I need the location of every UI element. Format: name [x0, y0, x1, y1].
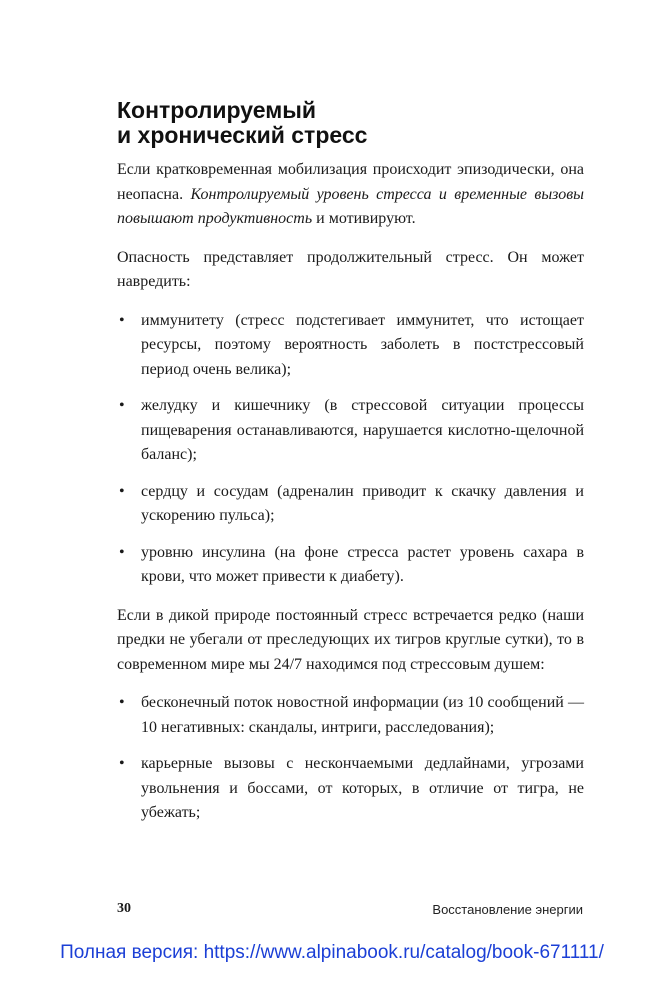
list-item-text: желудку и кишечнику (в стрессовой ситуации процессы пищеварения останавливаются, нарушается кислотно-щелочной баланс);	[141, 397, 584, 463]
list-item	[117, 752, 584, 826]
list-item-text: иммунитету (стресс подстегивает иммунитет, что истощает ресурсы, поэтому вероятность заболеть в постстрессовый период очень велика);	[141, 311, 584, 378]
bullet-icon: •	[119, 543, 125, 561]
page-number: 30	[117, 901, 131, 916]
heading-line-1: Контролируемый	[117, 97, 317, 123]
list-item-text: сердцу и сосудам (адреналин приводит к скачку давления и ускорению пульса);	[141, 482, 584, 524]
harm-list	[117, 309, 584, 590]
section-heading	[117, 98, 587, 148]
intro-emphasis: Контролируемый уровень стресса и временные вызовы повышают продуктивность	[117, 185, 584, 227]
danger-paragraph: Опасность представляет продолжительный стресс. Он может навредить:	[117, 248, 584, 290]
intro-text-1: Если кратковременная мобилизация происходит эпизодически, она неопасна.	[117, 161, 584, 203]
list-item	[117, 691, 584, 740]
bullet-icon: •	[119, 397, 125, 414]
intro-paragraph	[117, 158, 584, 232]
full-version-link[interactable]: Полная версия: https://www.alpinabook.ru/catalog/book-671111/	[60, 942, 604, 963]
intro-text-2: и мотивируют.	[312, 210, 416, 227]
modern-stress-list	[117, 691, 584, 826]
list-item	[117, 309, 584, 383]
bullet-icon: •	[119, 694, 125, 711]
list-item	[117, 541, 584, 590]
list-item	[117, 480, 584, 529]
list-item-text: карьерные вызовы с нескончаемыми дедлайнами, угрозами увольнения и боссами, от которых, в отличие от тигра, не убежать;	[141, 755, 584, 821]
body-text	[117, 158, 584, 838]
bullet-icon: •	[119, 311, 125, 329]
modern-paragraph: Если в дикой природе постоянный стресс встречается редко (наши предки не убегали от преследующих их тигров круглые сутки), то в современном мире мы 24/7 находимся под стрессовым душем:	[117, 606, 584, 673]
list-item	[117, 394, 584, 468]
list-item-text: бесконечный поток новостной информации (из 10 сообщений — 10 негативных: скандалы, интриги, расследования);	[141, 694, 584, 736]
running-title: Восстановление энергии	[432, 902, 583, 917]
list-item-text: уровню инсулина (на фоне стресса растет уровень сахара в крови, что может привести к диабету).	[141, 543, 584, 585]
bullet-icon: •	[119, 755, 125, 772]
page-footer	[117, 901, 583, 921]
bullet-icon: •	[119, 482, 125, 500]
heading-line-2: и хронический стресс	[117, 122, 368, 148]
